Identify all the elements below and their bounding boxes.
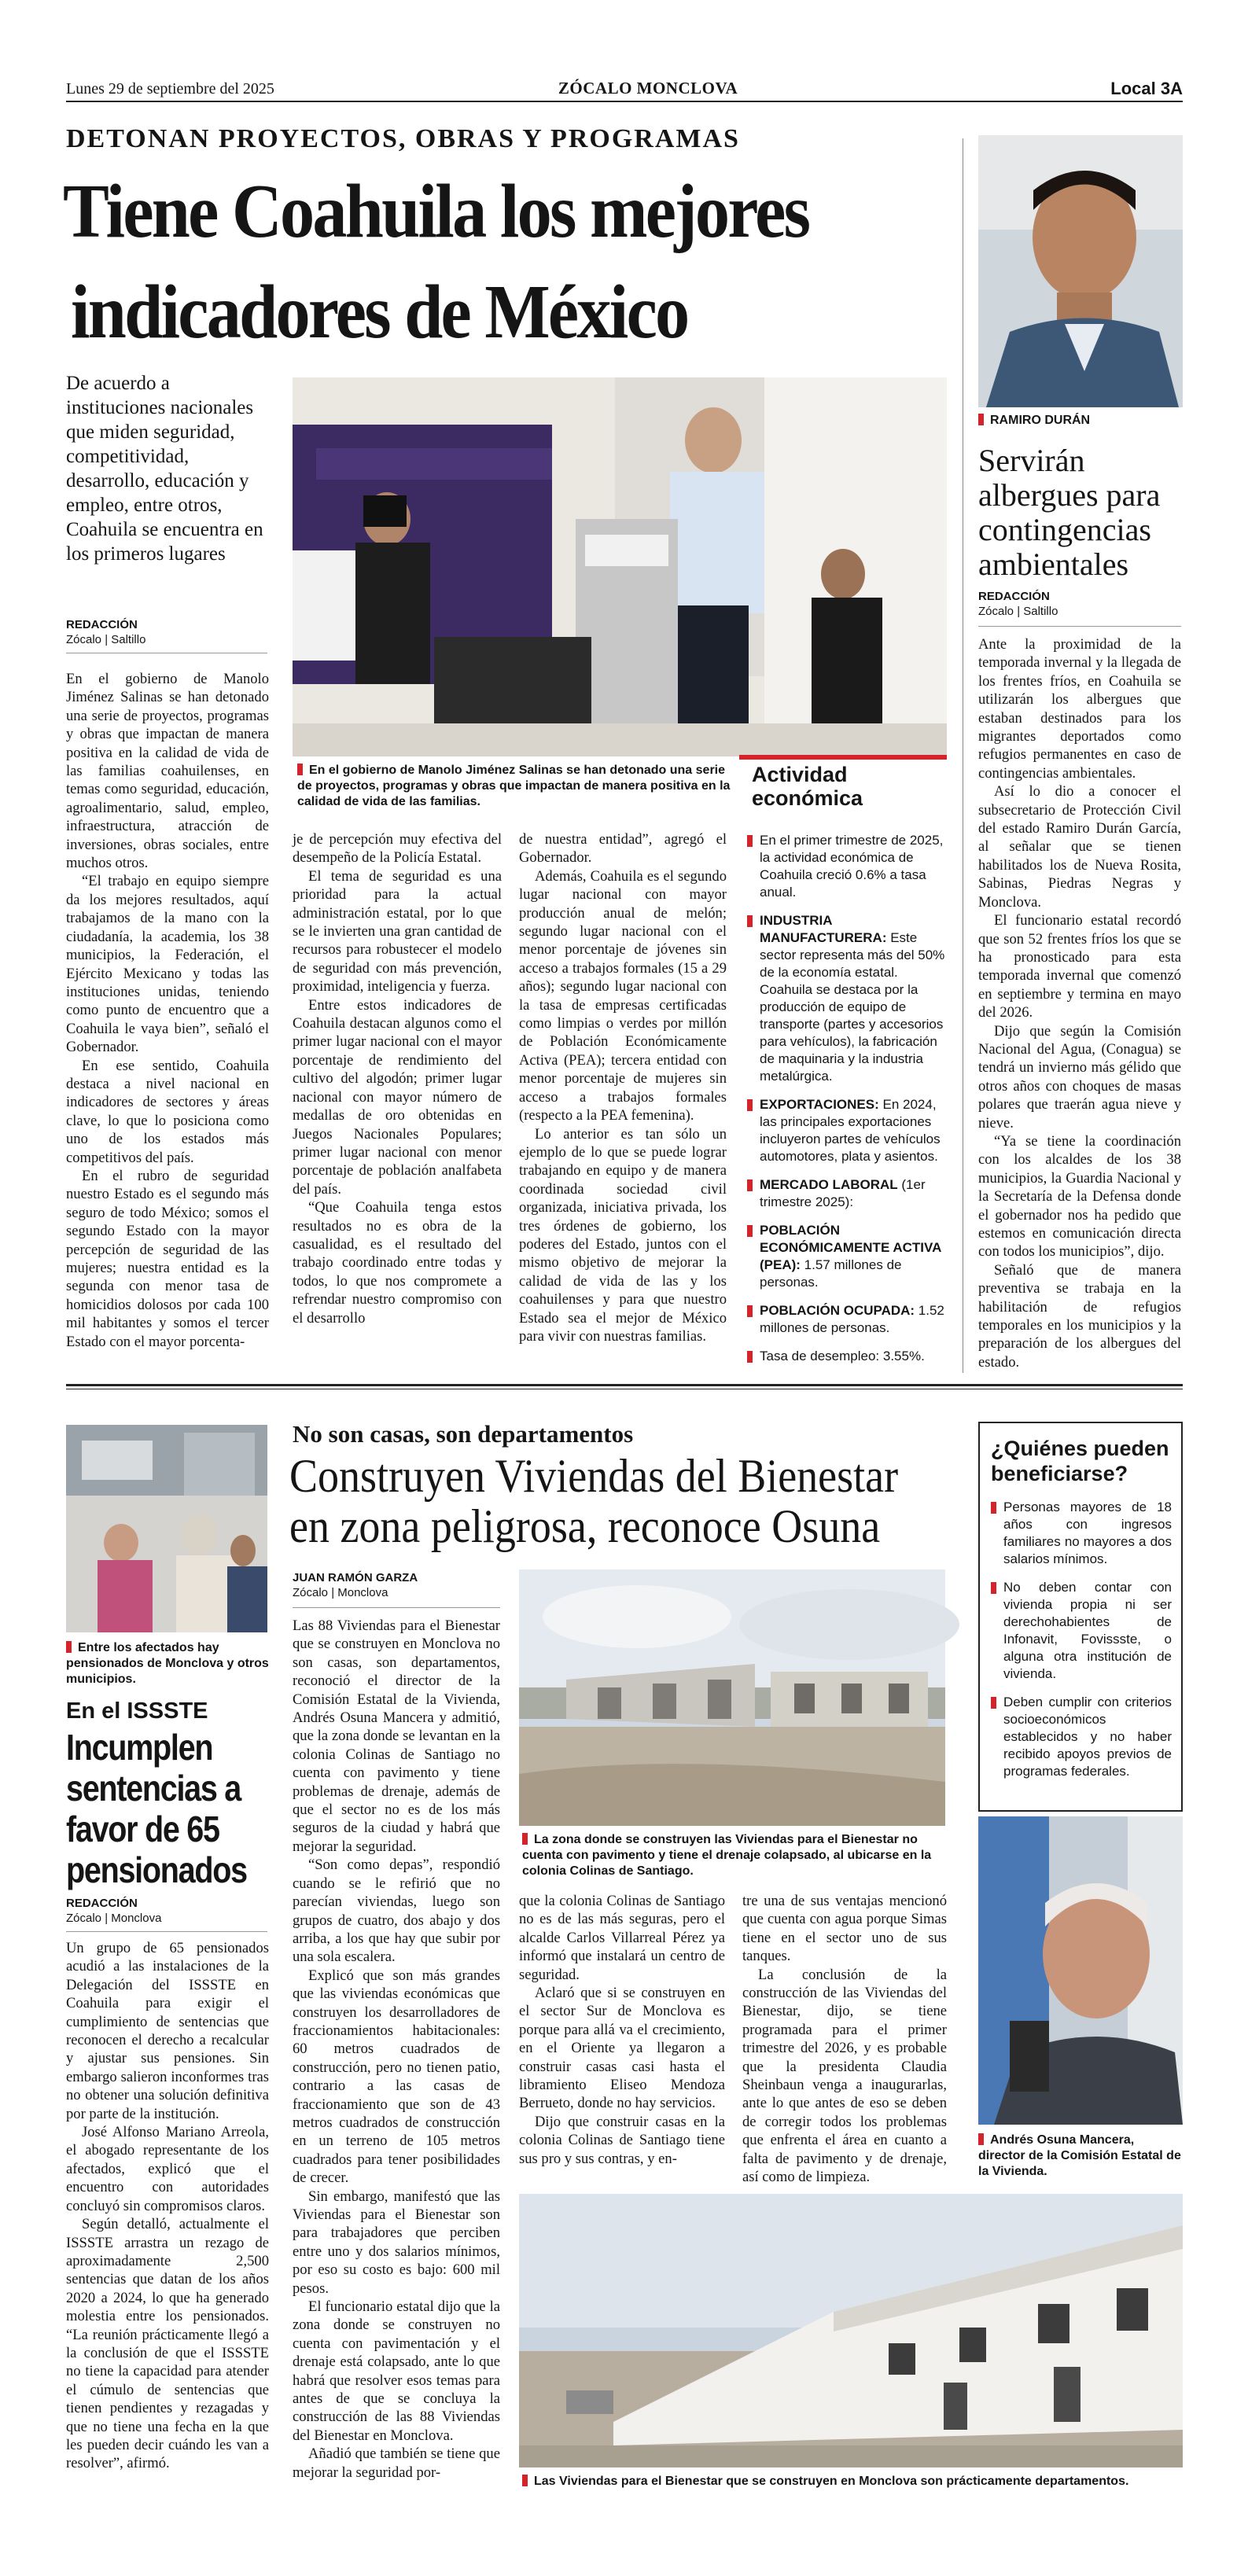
issste-photo: [66, 1425, 267, 1632]
houses-photo: [519, 2194, 1183, 2467]
main-byline-name: REDACCIÓN: [66, 618, 138, 631]
paragraph: “Son como depas”, respondió cuando se le refirió que no parecían viviendas, luego son grupos de cuatro, dos abajo y dos arriba, a los que hay que subir por una sola escalera.: [293, 1857, 500, 1966]
beneficiary-item: Deben cumplir con criterios socioeconómicos establecidos y no haber recibido apoyos previos de programas federales.: [991, 1694, 1172, 1780]
viviendas-byline: [293, 1571, 497, 1600]
viviendas-byline-name: JUAN RAMÓN GARZA: [293, 1571, 418, 1584]
right-byline-place: Zócalo | Saltillo: [978, 605, 1058, 618]
economy-item: Tasa de desempleo: 3.55%.: [747, 1348, 947, 1365]
right-story-title: Servirán albergues para contingencias ambientales: [978, 443, 1161, 582]
paragraph: Aclaró que si se construyen en el sector Sur de Monclova es porque para allá va el crecimiento, en el Oriente ya llegaron a construir casas casi hasta el libramiento Eliseo Mendoza Berrueto, donde no hay servicios.: [519, 1985, 725, 2112]
right-byline-name: REDACCIÓN: [978, 590, 1050, 603]
main-kicker: DETONAN PROYECTOS, OBRAS Y PROGRAMAS: [66, 124, 740, 153]
main-photo-caption: En el gobierno de Manolo Jiménez Salinas se han detonado una serie de proyectos, programas y obras que impactan de manera positiva en la calidad de vida de las familias.: [297, 764, 731, 808]
section-divider: [66, 1384, 1183, 1386]
main-title-line2: indicadores de México: [71, 270, 688, 354]
construction-site-photo: [519, 1570, 945, 1826]
paragraph: Las 88 Viviendas para el Bienestar que se construyen en Monclova no son casas, son departamentos, reconoció el director de la Comisión Estatal de la Vivienda, Andrés Osuna Mancera y admitió, que la zona donde se levantan en la colonia Colinas de Santiago no cuenta con pavimento y tiene problemas de drenaje, además de que el sector no es de los más seguros de la ciudad y habrá que mejorar la seguridad.: [293, 1617, 500, 1855]
photo-red-rule: [739, 755, 947, 760]
viviendas-col-3: [742, 1892, 947, 2186]
paragraph: “Que Coahuila tenga estos resultados no es obra de la casualidad, es el resultado del trabajo coordinado entre todas y todos, lo que nos compromete a refrendar nuestro compromiso con el desarrollo: [293, 1199, 502, 1327]
pensioners-photo: [66, 1425, 267, 1632]
paragraph: Dijo que construir casas en la colonia Colinas de Santiago tiene sus pro y sus contras, y en-: [519, 2113, 725, 2167]
caption-marker: [297, 764, 303, 775]
beneficiary-item: No deben contar con vivienda propia ni ser derechohabientes de Infonavit, Fovissste, o alguna otra institución de vivienda.: [991, 1579, 1172, 1683]
governor-podium-photo: [293, 377, 947, 756]
paragraph: Sin embargo, manifestó que las Viviendas para el Bienestar son para trabajadores que perciben entre uno y dos salarios mínimos, por eso su costo es bajo: 600 mil pesos.: [293, 2188, 500, 2297]
paragraph: tre una de sus ventajas mencionó que cuenta con agua porque Simas tiene en el sector uno de sus tanques.: [742, 1893, 947, 1965]
portrait-photo: [978, 135, 1183, 407]
issste-photo-caption: Entre los afectados hay pensionados de Monclova y otros municipios.: [66, 1641, 269, 1686]
header-section: Local 3A: [1110, 79, 1183, 98]
paragraph: Dijo que según la Comisión Nacional del Agua, (Conagua) se tendrá un invierno más gélido que otros años con choques de masas polares que traerán agua nieve y nieve.: [978, 1022, 1181, 1132]
economy-item: EXPORTACIONES: En 2024, las principales exportaciones incluyeron partes de vehículos automotores, plata y asientos.: [747, 1096, 947, 1165]
paragraph: Añadió que también se tiene que mejorar la seguridad por-: [293, 2445, 500, 2481]
economy-item: INDUSTRIA MANUFACTURERA: Este sector representa más del 50% de la economía estatal. Coahuila se destaca por la producción de equipo de transporte (partes y accesorios para vehículos), la fabricación de maquinaria y la industria metalúrgica.: [747, 912, 947, 1085]
main-col-2: [293, 830, 502, 1327]
ramiro-photo: [978, 135, 1183, 407]
paragraph: Según detalló, actualmente el ISSSTE arrastra un rezago de aproximadamente 2,500 sentencias que datan de los años 2020 a 2024, lo que ha generado molestia entre los pensionados. “La reunión prácticamente llegó a la conclusión de que el ISSSTE no tiene la capacidad para atender el cúmulo de sentencias que tienen pendientes y rezagadas y que no tiene una fecha en la que les pueden decir cuándo les van a resolver”, afirmó.: [66, 2216, 269, 2472]
viviendas-col-1: [293, 1617, 500, 2505]
osuna-photo-caption: Andrés Osuna Mancera, director de la Comisión Estatal de la Vivienda.: [978, 2133, 1181, 2178]
osuna-portrait-photo: [978, 1816, 1183, 2125]
issste-kicker: En el ISSSTE: [66, 1698, 208, 1724]
issste-byline-place: Zócalo | Monclova: [66, 1912, 162, 1925]
main-title-line1: Tiene Coahuila los mejores: [63, 169, 809, 253]
paragraph: Explicó que son más grandes que las viviendas económicas que construyen los desarrolladores de fraccionamientos habitacionales: 60 metros cuadrados de construcción, pero no tienen patio, contrario a las casas de fraccionamiento que son de 43 metros cuadrados de construcción en un terreno de 105 metros cuadrados para tener posibilidades de crecer.: [293, 1967, 500, 2187]
main-byline: [66, 618, 263, 647]
paragraph: La conclusión de la construcción de las Viviendas del Bienestar, dijo, se tiene programada para el primer trimestre del 2026, y es probable que la presidenta Claudia Sheinbaun venga a inaugurarlas, ante lo que antes de eso se deben de corregir todos los problemas que enfrenta el área en cuanto a falta de pavimento y de drenaje, así como de limpieza.: [742, 1966, 947, 2186]
byline-rule: [293, 1607, 500, 1608]
paragraph: En el gobierno de Manolo Jiménez Salinas se han detonado una serie de proyectos, programas y obras que impactan de manera positiva en la calidad de vida de las familias coahuilenses, en temas como seguridad, educación, agroalimentario, salud, empleo, infraestructura, atracción de inversiones, obras sociales, entre muchos otros.: [66, 671, 269, 872]
page-header: [66, 75, 1183, 102]
paragraph: de nuestra entidad”, agregó el Gobernador.: [519, 831, 727, 867]
paragraph: Un grupo de 65 pensionados acudió a las instalaciones de la Delegación del ISSSTE en Coahuila para exigir el cumplimiento de sentencias que reconocen el derecho a recalcular y ajustar sus pensiones. Sin embargo salieron inconformes tras no obtener una solución definitiva por parte de la institución.: [66, 1940, 269, 2122]
beneficiary-item: Personas mayores de 18 años con ingresos familiares no mayores a dos salarios mínimos.: [991, 1499, 1172, 1568]
ramiro-photo-label: RAMIRO DURÁN: [978, 414, 1090, 428]
paragraph: que la colonia Colinas de Santiago no es de las más seguras, pero el alcalde Carlos Villarreal Pérez ya informó que instalará un centro de seguridad.: [519, 1893, 725, 1983]
economy-item: MERCADO LABORAL (1er trimestre 2025):: [747, 1176, 947, 1211]
osuna-photo: [978, 1816, 1183, 2125]
beneficiaries-title: ¿Quiénes pueden beneficiarse?: [991, 1437, 1169, 1485]
right-story-body: [978, 635, 1181, 1371]
paragraph: Así lo dio a conocer el subsecretario de Protección Civil del estado Ramiro Durán García, al señalar que se tienen habilitados los de Nueva Rosita, Sabinas, Piedras Negras y Monclova.: [978, 783, 1181, 911]
paragraph: Lo anterior es tan sólo un ejemplo de lo que se puede lograr trabajando en equipo y de manera coordinada sociedad civil organizada, iniciativa privada, los tres órdenes de gobierno, los poderes del Estado, juntos con el mismo objetivo de mejorar la calidad de vida de las y los coahuilenses y para que nuestro Estado sea el mejor de México para vivir con nuestras familias.: [519, 1125, 727, 1345]
viviendas-title-line1: Construyen Viviendas del Bienestar: [289, 1450, 899, 1502]
beneficiaries-box: [978, 1422, 1183, 1812]
header-paper: ZÓCALO MONCLOVA: [558, 79, 738, 98]
economy-sidebar: [747, 763, 947, 1363]
paragraph: “El trabajo en equipo siempre da los mejores resultados, aquí trabajamos de la mano con la ciudadanía, la academia, los 38 municipios, la Federación, el Ejército Mexicano y todas las instituciones unidas, teniendo como punto de encuentro que a Coahuila le vaya bien”, señaló el Gobernador.: [66, 873, 269, 1056]
paragraph: Entre estos indicadores de Coahuila destacan algunos como el primer lugar nacional con el mayor porcentaje de rendimiento del cultivo del algodón; primer lugar nacional con mayor número de medallas de oro obtenidas en Juegos Nacionales Populares; primer lugar nacional con menor porcentaje de población analfabeta del país.: [293, 996, 502, 1198]
header-rule: [66, 101, 1183, 102]
bienestar-houses-caption: Las Viviendas para el Bienestar que se construyen en Monclova son prácticamente departamentos.: [522, 2474, 1183, 2490]
economy-item: POBLACIÓN OCUPADA: 1.52 millones de personas.: [747, 1302, 947, 1337]
paragraph: Además, Coahuila es el segundo lugar nacional con mayor producción anual de melón; segundo lugar nacional con el menor porcentaje de jóvenes sin acceso a trabajos formales (15 a 29 años); segundo lugar nacional con la tasa de empresas certificadas como limpias o verdes por millón de Población Económicamente Activa (PEA); tercera entidad con menor porcentaje de mujeres sin acceso a trabajos formales (respecto a la PEA femenina).: [519, 867, 727, 1124]
paragraph: El tema de seguridad es una prioridad para la actual administración estatal, por lo que se le invierten una gran cantidad de recursos para robustecer el modelo de seguridad con más prevención, proximidad, inteligencia y fuerza.: [293, 867, 502, 995]
viviendas-kicker: No son casas, son departamentos: [293, 1420, 634, 1448]
paragraph: El funcionario estatal dijo que la zona donde se construyen no cuenta con pavimentación y el drenaje está colapsado, ante lo que habrá que resolver esos temas para antes de que se concluya la construcción de las 88 Viviendas del Bienestar en Monclova.: [293, 2298, 500, 2444]
viviendas-title-line2: en zona peligrosa, reconoce Osuna: [289, 1500, 881, 1552]
byline-rule: [978, 626, 1181, 627]
economy-sidebar-title: Actividad económica: [752, 763, 863, 810]
main-byline-place: Zócalo | Saltillo: [66, 633, 146, 646]
bienestar-houses-photo: [519, 2194, 1183, 2467]
construction-photo-caption: La zona donde se construyen las Viviendas para el Bienestar no cuenta con pavimento y tiene el drenaje colapsado, al ubicarse en la colonia Colinas de Santiago.: [522, 1833, 932, 1878]
paragraph: En ese sentido, Coahuila destaca a nivel nacional en indicadores de sectores y áreas clave, lo que lo posiciona como uno de los estados más competitivos del país.: [66, 1057, 269, 1166]
paragraph: José Alfonso Mariano Arreola, el abogado representante de los afectados, explicó que el encuentro con autoridades concluyó sin compromisos claros.: [66, 2124, 269, 2214]
paragraph: En el rubro de seguridad nuestro Estado es el segundo más seguro de todo México; somos el segundo Estado con la mayor percepción de seguridad de las mujeres; nuestra entidad es la segunda con menor tasa de homicidios dolosos por cada 100 mil habitantes y somos el tercer Estado con el mayor porcenta-: [66, 1167, 269, 1350]
viviendas-byline-place: Zócalo | Monclova: [293, 1586, 388, 1599]
paragraph: “Ya se tiene la coordinación con los alcaldes de los 38 municipios, la Guardia Nacional y la Secretaría de la Defensa donde el gobernador nos ha pedido que estemos en comunicación directa con todos los municipios”, dijo.: [978, 1132, 1181, 1260]
construction-photo: [519, 1570, 945, 1826]
right-byline: [978, 590, 1175, 619]
paragraph: Señaló que de manera preventiva se trabaja en la habilitación de refugios temporales en los municipios y la preparación de los albergues del estado.: [978, 1261, 1181, 1371]
issste-byline-name: REDACCIÓN: [66, 1897, 138, 1910]
main-col-1: [66, 670, 269, 1350]
viviendas-col-2: [519, 1892, 725, 2183]
byline-rule: [66, 1931, 267, 1932]
issste-title: Incumplen sentencias a favor de 65 pensionados: [66, 1727, 247, 1890]
issste-body: [66, 1939, 269, 2505]
economy-item: POBLACIÓN ECONÓMICAMENTE ACTIVA (PEA): 1.57 millones de personas.: [747, 1222, 947, 1291]
paragraph: Ante la proximidad de la temporada invernal y la llegada de los frentes fríos, en Coahuila se utilizarán los albergues que estaban destinados para los migrantes deportados como refugios permanentes en caso de contingencias ambientales.: [978, 636, 1181, 782]
header-date: Lunes 29 de septiembre del 2025: [66, 80, 274, 98]
economy-item: En el primer trimestre de 2025, la actividad económica de Coahuila creció 0.6% a tasa anual.: [747, 832, 947, 901]
paragraph: El funcionario estatal recordó que son 52 frentes fríos los que se ha pronosticado para esta temporada invernal que comenzó en septiembre y termina en mayo del 2026.: [978, 912, 1181, 1021]
issste-byline: [66, 1897, 263, 1926]
paragraph: je de percepción muy efectiva del desempeño de la Policía Estatal.: [293, 831, 502, 867]
main-photo: [293, 377, 947, 756]
main-deck: De acuerdo a instituciones nacionales que miden seguridad, competitividad, desarrollo, educación y empleo, entre otros, Coahuila se encuentra en los primeros lugares: [66, 373, 263, 565]
main-col-3: [519, 830, 727, 1345]
